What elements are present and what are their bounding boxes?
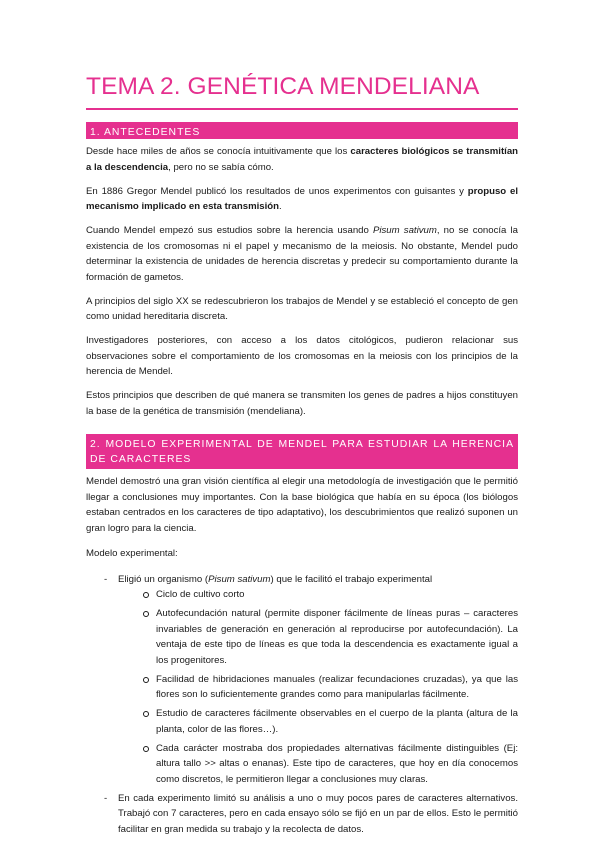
paragraph: [86, 223, 518, 285]
title-underline: [86, 108, 518, 110]
section-heading-modelo-experimental: 2. MODELO EXPERIMENTAL DE MENDEL PARA ESTUDIAR LA HERENCIA DE CARACTERES: [86, 434, 518, 469]
paragraph: Mendel demostró una gran visión científica al elegir una metodología de investigación que le permitió llegar a conclusiones muy importantes. Con la base biológica que había en su época (los biólogos estaban centrados en los caracteres de tipo adaptativo), los descubrimientos que realizó suponen un gran logro para la ciencia.: [86, 476, 518, 534]
page-title: TEMA 2. GENÉTICA MENDELIANA: [86, 73, 480, 100]
dash-list: [86, 572, 518, 838]
list-item-text: En cada experimento limitó su análisis a uno o muy pocos pares de caracteres alternativos. Trabajó con 7 caracteres, pero en cada ensayo sólo se fijó en un par de ellos. Esto le permitió facilitar en gran medida su trabajo y la recolecta de datos.: [118, 792, 518, 835]
paragraph: A principios del siglo XX se redescubrieron los trabajos de Mendel y se estableció el concepto de gen como unidad hereditaria discreta.: [86, 295, 518, 322]
list-item-text: [118, 572, 518, 588]
hollow-circle-bullet-icon: [143, 592, 149, 598]
bold-text: propuso el mecanismo implicado en esta transmisión: [86, 185, 518, 212]
hollow-circle-bullet-icon: [143, 677, 149, 683]
sub-list: [118, 587, 518, 787]
text: Cuando Mendel empezó sus estudios sobre la herencia usando: [86, 225, 373, 236]
text: En 1886 Gregor Mendel publicó los resultados de unos experimentos con guisantes y: [86, 185, 468, 197]
text: , no se conocía la existencia de los cromosomas ni el papel y mecanismo de la meiosis. No obstante, Mendel pudo determinar la existencia de unidades de herencia discretas y predecir su comportamiento durante la formación de gametos.: [86, 225, 519, 283]
paragraph: Investigadores posteriores, con acceso a los datos citológicos, pudieron relacionar sus observaciones sobre el comportamiento de los cromosomas en la meiosis con los principios de la herencia de Mendel.: [86, 335, 518, 377]
hollow-circle-bullet-icon: [143, 746, 149, 752]
sub-list-item: [118, 587, 518, 603]
hollow-circle-bullet-icon: [143, 611, 149, 617]
text: Desde hace miles de años se conocía intuitivamente que los: [86, 146, 351, 157]
hollow-circle-bullet-icon: [143, 711, 149, 717]
paragraph: [86, 144, 518, 175]
sub-list-item: [118, 706, 518, 737]
text: .: [279, 201, 282, 212]
sub-list-item: [118, 672, 518, 703]
dash-bullet: -: [104, 792, 108, 804]
dash-bullet: -: [104, 573, 108, 585]
text: , pero no se sabía cómo.: [168, 161, 274, 173]
section-modelo-experimental: [86, 474, 518, 837]
sub-list-item: [118, 741, 518, 788]
italic-text: Pisum sativum: [208, 573, 271, 585]
text: Ciclo de cultivo corto: [156, 589, 245, 600]
paragraph: [86, 184, 518, 215]
section-antecedentes: [86, 144, 518, 419]
text: Cada carácter mostraba dos propiedades alternativas fácilmente distinguibles (Ej: altura tallo >> altas o enanas). Este tipo de caracteres, que hoy en día conocemos como discretos, le permitieron llegar a conclusiones muy claras.: [156, 742, 518, 785]
bold-text: caracteres biológicos se transmitían a la descendencia: [86, 146, 519, 173]
text: Autofecundación natural (permite disponer fácilmente de líneas puras – caracteres invariables de generación en generación al reproducirse por autofecundación). La ventaja de este tipo de líneas es que toda la descendencia es exactamente igual a los progenitores.: [156, 608, 518, 666]
paragraph: Estos principios que describen de qué manera se transmiten los genes de padres a hijos constituyen la base de la genética de transmisión (mendeliana).: [86, 390, 518, 417]
text: ) que le facilitó el trabajo experimental: [270, 573, 433, 585]
sub-list-item: [118, 606, 518, 668]
list-label: Modelo experimental:: [86, 548, 178, 559]
list-item: [86, 572, 518, 788]
list-item: [86, 791, 518, 838]
text: Eligió un organismo (: [118, 573, 209, 585]
document-page: [86, 70, 518, 837]
italic-text: Pisum sativum: [372, 225, 437, 236]
text: Estudio de caracteres fácilmente observables en el cuerpo de la planta (altura de la planta, color de las flores…).: [156, 708, 518, 735]
section-heading-antecedentes: 1. ANTECEDENTES: [86, 122, 518, 139]
text: Facilidad de hibridaciones manuales (realizar fecundaciones cruzadas), ya que las flores son lo suficientemente grandes como para manipularlas fácilmente.: [156, 673, 518, 700]
